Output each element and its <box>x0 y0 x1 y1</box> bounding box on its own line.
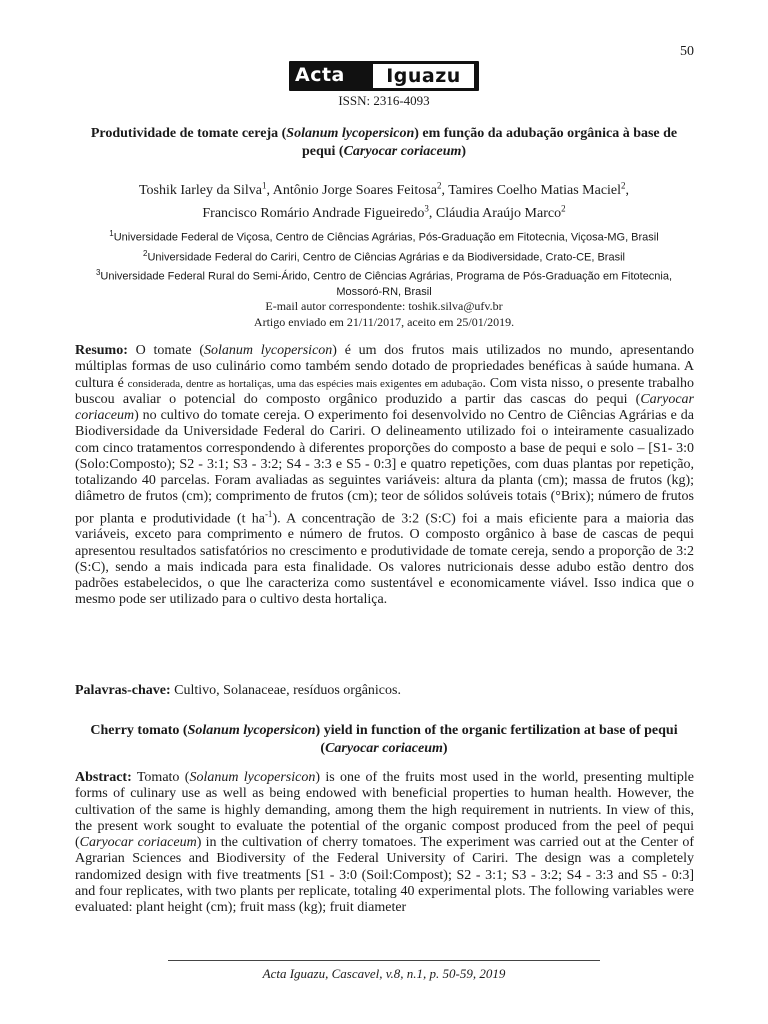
author-list <box>0 176 768 223</box>
author-line-1 <box>0 176 768 200</box>
resumo-label: Resumo: <box>75 343 128 358</box>
correspondence <box>0 298 768 330</box>
author: Tamires Coelho Matias Maciel$^2$, <box>448 180 630 198</box>
submission-dates: Artigo enviado em 21/11/2017, aceito em 25/01/2019. <box>253 315 515 329</box>
resumo-paragraph: Resumo: O tomate (Solanum lycopersicon) é um dos frutos mais utilizados no mundo, apresentando múltiplas formas de uso culinário como também sendo dotado de propriedades benéficas à saúde humana. A cultura é considerada, dentre as hortaliças, uma das espécies mais exigentes em adubação. Com vista nisso, o presente trabalho buscou avaliar o potencial do composto orgânico produzido a partir das cascas do pequi (Caryocar coriaceum) no cultivo do tomate cereja. O experimento foi desenvolvido no Centro de Ciências Agrárias e da Biodiversidade da Universidade Federal do Cariri. O delineamento utilizado foi o inteiramente casualizado com cinco tratamentos correspondendo à diferentes proporções do composto a base de pequi e solo – [S1- 3:0 (Solo:Composto); S2 - 3:1; S3 - 3:2; S4 - 3:3 e S5 - 0:3] e quatro repetições, com duas plantas por repetição, totalizando 40 parcelas. Foram avaliadas as seguintes variáveis: altura da planta (cm); massa de frutos (kg); diâmetro de frutos (cm); comprimento de frutos (cm); teor de sólidos solúveis totais (°Brix); número de frutos por planta e produtividade (t $ha^{-1}$). A concentração de 3:2 (S:C) foi a mais eficiente para a maioria das variáveis, exceto para comprimento e número de frutos. O composto orgânico à base de cascas de pequi apresentou resultados satisfatórios no crescimento e produtividade de tomate cereja, sendo a proporção de 3:2 (S:C), sendo a mais indicada para esta finalidade. Os valores nutricionais desse adubo estão dentro dos padrões estabelecidos, o que lhe caracteriza como sustentável e economicamente viável. Isso indica que o mesmo pode ser utilizado para o cultivo desta hortaliça. <box>75 343 695 608</box>
author-email: E-mail autor correspondente: toshik.silva@ufv.br <box>265 299 503 313</box>
author: Cláudia Araújo Marco$^2$ <box>435 203 566 222</box>
affiliations <box>80 226 688 300</box>
article-title-en: Cherry tomato (Solanum lycopersicon) yield in function of the organic fertilization at base of pequi (Caryocar coriaceum) <box>90 723 678 756</box>
affiliation: $^2$Universidade Federal do Cariri, Centro de Ciências Agrárias e da Biodiversidade, Crato-CE, Brasil <box>143 248 625 264</box>
affiliation: $^1$Universidade Federal de Viçosa, Centro de Ciências Agrárias, Pós-Graduação em Fitotecnia, Viçosa-MG, Brasil <box>109 229 659 244</box>
keywords: Palavras-chave: Cultivo, Solanaceae, resíduos orgânicos. <box>75 683 401 698</box>
logo-word-iguazu: Iguazu <box>373 64 474 88</box>
footer-divider <box>168 960 600 961</box>
abstract-paragraph: Abstract: Tomato (Solanum lycopersicon) is one of the fruits most used in the world, presenting multiple forms of culinary use as well as being endowed with beneficial properties to human health. However, the cultivation of the same is highly demanding, among them the high requirement in nutrients. In view of this, the present work sought to evaluate the potential of the organic compost produced from the peel of pequi (Caryocar coriaceum) in the cultivation of cherry tomatoes. The experiment was carried out at the Center of Agrarian Sciences and Biodiversity of the Federal University of Cariri. The design was a completely randomized design with five treatments [S1 - 3:0 (Soil:Compost); S2 - 3:1; S3 - 3:2; S4 - 3:3 and S5 - 0:3] and four replicates, with two plants per replicate, totaling 40 experimental plots. The following variables were evaluated: plant height (cm); fruit mass (kg); fruit diameter <box>75 770 694 915</box>
keywords-label: Palavras-chave: <box>75 683 171 698</box>
journal-logo <box>289 61 479 91</box>
issn: ISSN: 2316-4093 <box>338 93 430 108</box>
page-number: 50 <box>680 44 694 59</box>
affiliation: $^3$Universidade Federal Rural do Semi-Árido, Centro de Ciências Agrárias, Programa de Pós-Graduação em Fitotecnia, Mossoró-RN, Brasil <box>95 268 673 298</box>
author: Antônio Jorge Soares Feitosa$^2$, <box>272 180 449 198</box>
footer-citation: Acta Iguazu, Cascavel, v.8, n.1, p. 50-59, 2019 <box>262 966 506 981</box>
logo-word-acta: Acta <box>295 64 345 86</box>
author-line-2 <box>0 200 768 224</box>
abstract-label: Abstract: <box>75 770 132 785</box>
author: Toshik Iarley da Silva$^1$, <box>138 180 273 198</box>
author: Francisco Romário Andrade Figueiredo$^3$, <box>202 203 436 222</box>
article-title-pt: Produtividade de tomate cereja (Solanum lycopersicon) em função da adubação orgânica à base de pequi (Caryocar coriaceum) <box>90 126 678 159</box>
